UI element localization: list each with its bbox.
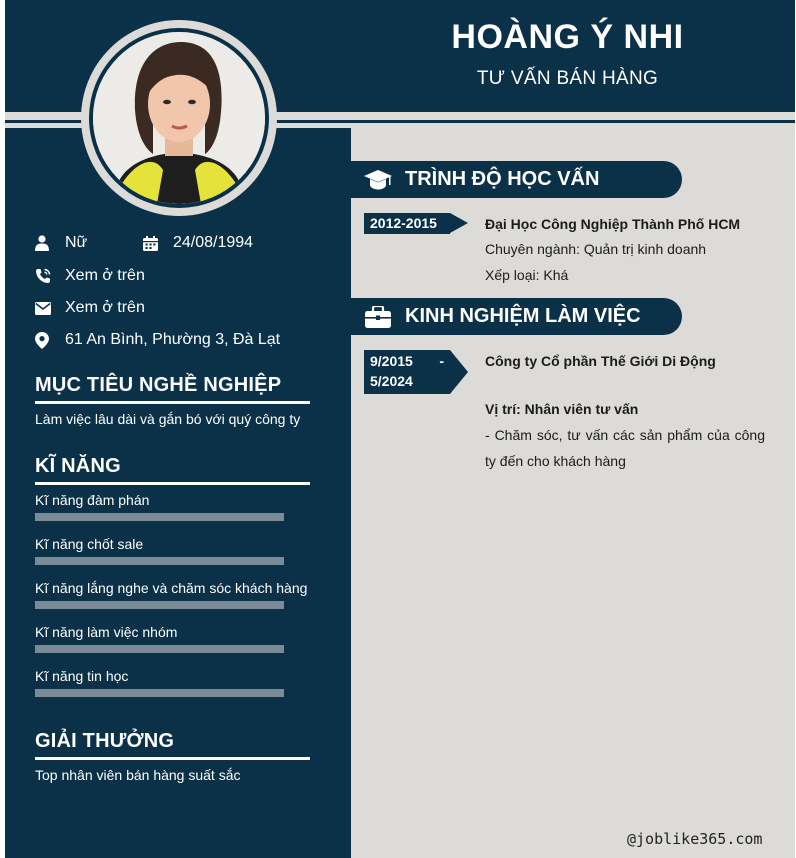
skill-bar [35,557,284,565]
phone-value: Xem ở trên [65,267,145,284]
experience-period-start: 9/2015 [370,353,413,369]
avatar [93,32,265,204]
experience-description-line-1: - Chăm sóc, tư vấn các sản phẩm của công [485,427,765,443]
experience-heading: KINH NGHIỆM LÀM VIỆC [405,305,641,327]
education-tag-arrow [450,213,468,233]
education-period-tag [364,213,450,234]
awards-text: Top nhân viên bán hàng suất sắc [35,767,241,783]
watermark: @joblike365.com [627,830,763,848]
email-row [35,297,145,319]
skill-label: Kĩ năng làm việc nhóm [35,624,178,640]
envelope-icon [35,302,65,315]
experience-period-end: 5/2024 [370,373,413,389]
objective-text: Làm việc lâu dài và gắn bó với quý công ty [35,411,301,427]
experience-period-separator: - [439,353,444,369]
address-value: 61 An Bình, Phường 3, Đà Lạt [65,331,281,348]
experience-tag-arrow [450,350,468,394]
job-title: TƯ VẤN BÁN HÀNG [476,68,659,89]
skill-label: Kĩ năng lắng nghe và chăm sóc khách hàng [35,580,308,596]
skill-bar [35,689,284,697]
education-major: Chuyên ngành: Quản trị kinh doanh [485,241,707,257]
education-band [351,161,682,198]
experience-band [351,298,682,335]
graduation-cap-icon [351,168,405,192]
education-period: 2012-2015 [370,215,437,231]
education-heading: TRÌNH ĐỘ HỌC VẤN [405,168,600,190]
objective-heading: MỤC TIÊU NGHỀ NGHIỆP [35,374,310,404]
skills-heading: KĨ NĂNG [35,455,310,485]
sidebar [5,128,351,858]
phone-row [35,265,145,287]
experience-period-tag [364,350,450,394]
gender-value: Nữ [65,234,88,251]
skill-bar [35,513,284,521]
location-pin-icon [35,332,65,349]
birthday-value: 24/08/1994 [173,234,254,251]
gender-row [35,232,87,254]
experience-position: Vị trí: Nhân viên tư vấn [485,401,639,417]
birthday-row [143,232,253,254]
education-school: Đại Học Công Nghiệp Thành Phố HCM [485,216,741,232]
experience-description-line-2: ty đến cho khách hàng [485,453,626,469]
briefcase-icon [351,306,405,328]
person-icon [35,235,65,251]
email-value: Xem ở trên [65,299,145,316]
calendar-icon [143,236,173,251]
cv-page [5,0,795,858]
candidate-name: HOÀNG Ý NHI [451,18,684,56]
skill-bar [35,645,284,653]
phone-icon [35,268,65,284]
skill-bar [35,601,284,609]
experience-company: Công ty Cổ phần Thế Giới Di Động [485,353,716,369]
awards-heading: GIẢI THƯỞNG [35,730,310,760]
education-grade: Xếp loại: Khá [485,267,569,283]
skill-label: Kĩ năng chốt sale [35,536,144,552]
skill-label: Kĩ năng tin học [35,668,129,684]
address-row [35,329,280,351]
skill-label: Kĩ năng đàm phán [35,492,150,508]
